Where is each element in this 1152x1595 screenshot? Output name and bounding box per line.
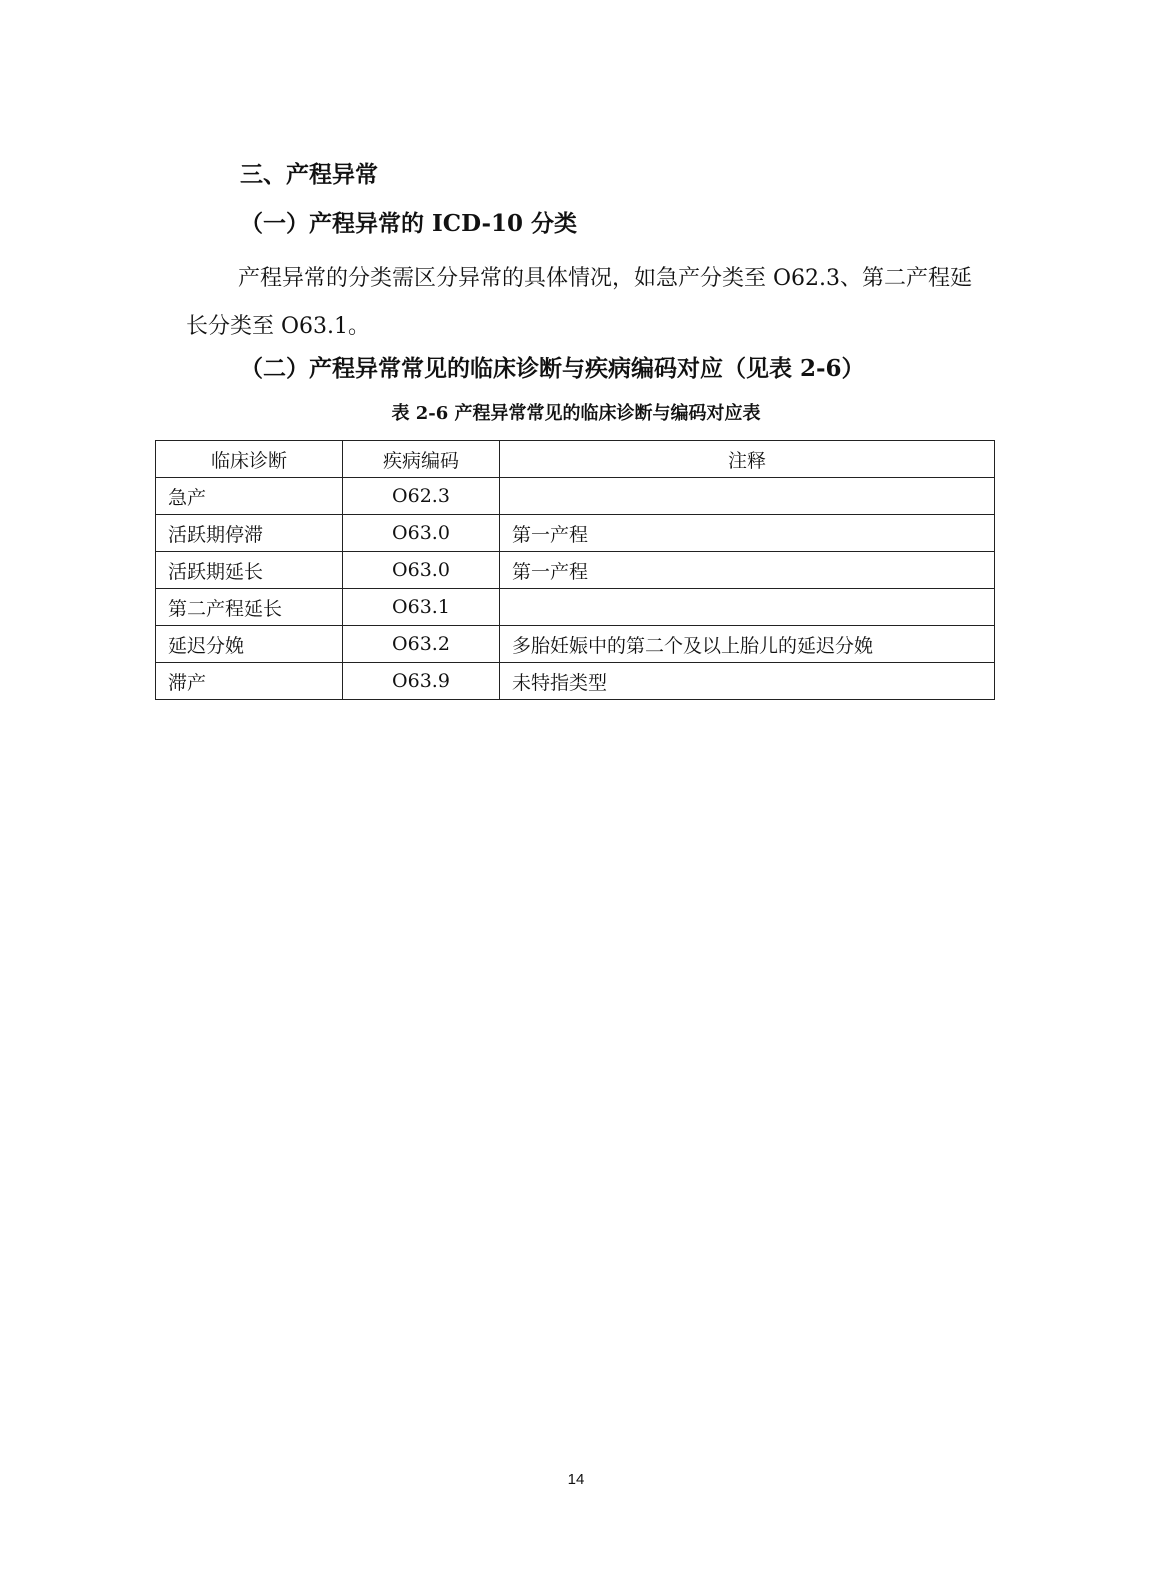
diagnosis-cell: 第二产程延长 (156, 589, 343, 626)
code-cell: O63.0 (343, 515, 500, 552)
table-row (156, 515, 995, 552)
code-cell: O62.3 (343, 478, 500, 515)
note-cell: 第一产程 (500, 515, 995, 552)
header-diagnosis: 临床诊断 (156, 441, 343, 478)
diagnosis-cell: 活跃期延长 (156, 552, 343, 589)
note-cell: 第一产程 (500, 552, 995, 589)
diagnosis-cell: 活跃期停滞 (156, 515, 343, 552)
section-heading: 三、产程异常 (240, 161, 378, 188)
subsection-heading-icd10: （一）产程异常的 ICD-10 分类 (240, 210, 578, 237)
body-paragraph (186, 255, 976, 351)
table-row (156, 589, 995, 626)
code-cell: O63.9 (343, 663, 500, 700)
diagnosis-code-table (155, 440, 995, 700)
table-row (156, 663, 995, 700)
diagnosis-cell: 延迟分娩 (156, 626, 343, 663)
table-header-row (156, 441, 995, 478)
table-row (156, 552, 995, 589)
note-cell (500, 589, 995, 626)
paragraph-text: 产程异常的分类需区分异常的具体情况，如急产分类至 O62.3、第二产程延长分类至 O63.1。 (186, 266, 973, 339)
code-cell: O63.0 (343, 552, 500, 589)
table-row (156, 626, 995, 663)
table-caption: 表 2-6 产程异常常见的临床诊断与编码对应表 (391, 403, 761, 424)
table-row (156, 478, 995, 515)
note-cell (500, 478, 995, 515)
subsection-heading-mapping: （二）产程异常常见的临床诊断与疾病编码对应（见表 2-6） (240, 355, 865, 382)
page-number: 14 (567, 1471, 585, 1488)
code-cell: O63.1 (343, 589, 500, 626)
diagnosis-cell: 滞产 (156, 663, 343, 700)
note-cell: 多胎妊娠中的第二个及以上胎儿的延迟分娩 (500, 626, 995, 663)
header-code: 疾病编码 (343, 441, 500, 478)
header-note: 注释 (500, 441, 995, 478)
code-cell: O63.2 (343, 626, 500, 663)
note-cell: 未特指类型 (500, 663, 995, 700)
diagnosis-cell: 急产 (156, 478, 343, 515)
